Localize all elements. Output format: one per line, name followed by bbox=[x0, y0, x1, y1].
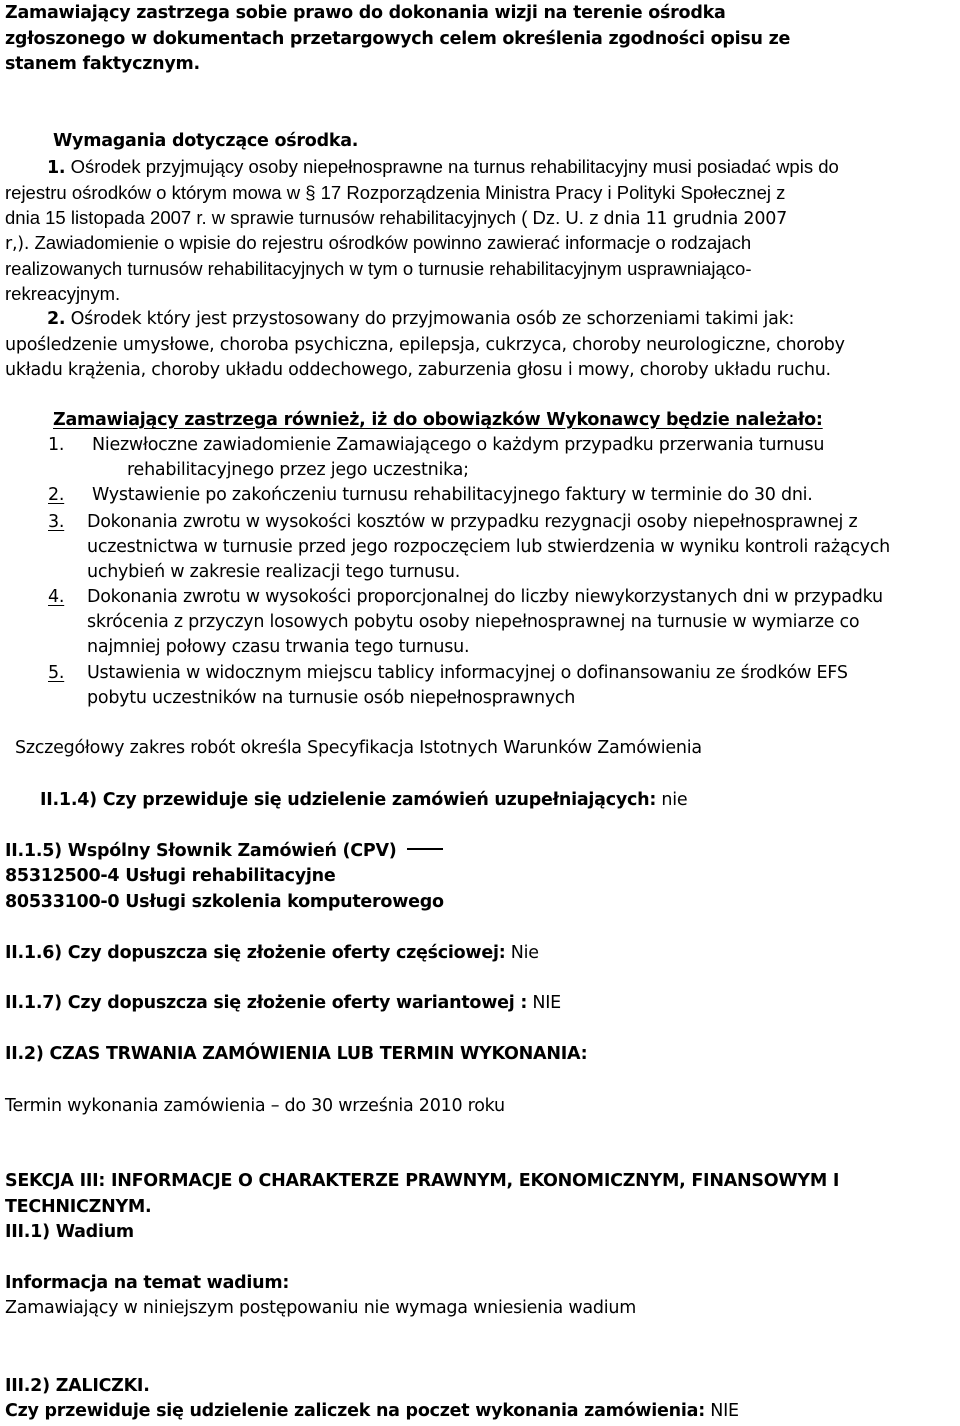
obligation-3-line-2: uczestnictwa w turnusie przed jego rozpoczęciem lub stwierdzenia w wyniku kontroli rażących bbox=[87, 537, 890, 557]
obligation-3-number: 3. bbox=[48, 512, 65, 532]
obligation-4-line-3: najmniej połowy czasu trwania tego turnusu. bbox=[87, 637, 470, 657]
zaliczki-answer: NIE bbox=[704, 1401, 739, 1421]
intro-line-2: zgłoszonego w dokumentach przetargowych celem określenia zgodności opisu ze bbox=[5, 29, 791, 49]
section-ii-1-6 bbox=[5, 942, 539, 964]
section-ii-1-4-label: II.1.4) Czy przewiduje się udzielenie zamówień uzupełniających: bbox=[40, 790, 657, 810]
intro-line-3: stanem faktycznym. bbox=[5, 54, 200, 74]
dash-line bbox=[407, 848, 443, 850]
section-ii-1-7-value: NIE bbox=[527, 993, 561, 1013]
zaliczki-question bbox=[5, 1400, 739, 1422]
section-ii-1-6-label: II.1.6) Czy dopuszcza się złożenie oferty częściowej: bbox=[5, 943, 506, 963]
obligation-4-line-1: Dokonania zwrotu w wysokości proporcjonalnej do liczby niewykorzystanych dni w przypadku bbox=[87, 587, 883, 607]
intro-line-1: Zamawiający zastrzega sobie prawo do dokonania wizji na terenie ośrodka bbox=[5, 3, 726, 23]
zaliczki-question-text: Czy przewiduje się udzielenie zaliczek na poczet wykonania zamówienia: bbox=[5, 1401, 705, 1421]
section-iii-title-line-1: SEKCJA III: INFORMACJE O CHARAKTERZE PRAWNYM, EKONOMICZNYM, FINANSOWYM I bbox=[5, 1171, 840, 1191]
obligation-4-line-2: skrócenia z przyczyn losowych pobytu osoby niepełnosprawnej na turnusie w wymiarze co bbox=[87, 612, 860, 632]
obligation-5-line-2: pobytu uczestników na turnusie osób niepełnosprawnych bbox=[87, 688, 576, 708]
section-iii-title-line-2: TECHNICZNYM. bbox=[5, 1197, 152, 1217]
scope-note: Szczegółowy zakres robót określa Specyfikacja Istotnych Warunków Zamówienia bbox=[15, 738, 702, 758]
term-text: Termin wykonania zamówienia – do 30 września 2010 roku bbox=[5, 1096, 505, 1116]
requirement-2-text: Ośrodek który jest przystosowany do przyjmowania osób ze schorzeniami takimi jak: bbox=[70, 309, 795, 329]
requirement-2-number: 2. bbox=[47, 309, 66, 329]
cpv-code-2: 80533100-0 Usługi szkolenia komputerowego bbox=[5, 892, 444, 912]
requirement-1-line-5: realizowanych turnusów rehabilitacyjnych w tym o turnusie rehabilitacyjnym usprawniająco- bbox=[5, 258, 752, 279]
requirement-1-line-4 bbox=[5, 232, 751, 255]
section-ii-1-4-value: nie bbox=[656, 790, 688, 810]
obligation-4-number: 4. bbox=[48, 587, 65, 607]
requirement-1-date: z dnia 11 grudnia 2007 bbox=[589, 209, 787, 229]
obligation-2-number: 2. bbox=[48, 485, 65, 505]
cpv-code-1: 85312500-4 Usługi rehabilitacyjne bbox=[5, 866, 336, 886]
section-iii-1-wadium: III.1) Wadium bbox=[5, 1222, 134, 1242]
requirement-1-line-3 bbox=[5, 207, 787, 230]
requirement-1-regulation: dnia 15 listopada 2007 r. w sprawie turnusów rehabilitacyjnych ( Dz. U. bbox=[5, 207, 584, 228]
section-ii-1-4 bbox=[40, 789, 687, 811]
requirement-1-close: r,). bbox=[5, 234, 30, 254]
requirement-1-line-1 bbox=[47, 156, 839, 179]
section-ii-1-7 bbox=[5, 992, 561, 1014]
wadium-info-label: Informacja na temat wadium: bbox=[5, 1273, 290, 1293]
requirement-1-number: 1. bbox=[47, 158, 66, 178]
obligations-heading: Zamawiający zastrzega również, iż do obowiązków Wykonawcy będzie należało: bbox=[53, 410, 823, 430]
section-ii-2: II.2) CZAS TRWANIA ZAMÓWIENIA LUB TERMIN WYKONANIA: bbox=[5, 1044, 588, 1064]
obligation-1-number: 1. bbox=[48, 435, 65, 455]
section-ii-1-7-label: II.1.7) Czy dopuszcza się złożenie oferty wariantowej : bbox=[5, 993, 528, 1013]
obligation-1-line-1: Niezwłoczne zawiadomienie Zamawiającego o każdym przypadku przerwania turnusu bbox=[92, 435, 825, 455]
section-ii-1-6-value: Nie bbox=[505, 943, 539, 963]
requirement-1-notice: Zawiadomienie o wpisie do rejestru ośrodków powinno zawierać informacje o rodzajach bbox=[34, 232, 752, 253]
section-ii-1-5 bbox=[5, 840, 443, 862]
requirement-1-text: Ośrodek przyjmujący osoby niepełnosprawne na turnus rehabilitacyjny musi posiadać wpis do bbox=[70, 156, 839, 177]
section-iii-2-zaliczki: III.2) ZALICZKI. bbox=[5, 1376, 150, 1396]
obligation-1-line-2: rehabilitacyjnego przez jego uczestnika; bbox=[127, 460, 469, 480]
wadium-info-text: Zamawiający w niniejszym postępowaniu nie wymaga wniesienia wadium bbox=[5, 1298, 636, 1318]
section-ii-1-5-label: II.1.5) Wspólny Słownik Zamówień (CPV) bbox=[5, 841, 397, 861]
requirement-2-line-1 bbox=[47, 308, 794, 330]
obligation-3-line-3: uchybień w zakresie realizacji tego turnusu. bbox=[87, 562, 461, 582]
obligation-2-line-1: Wystawienie po zakończeniu turnusu rehabilitacyjnego faktury w terminie do 30 dni. bbox=[92, 485, 813, 505]
requirement-2-line-3: układu krążenia, choroby układu oddechowego, zaburzenia głosu i mowy, choroby układu ruchu. bbox=[5, 360, 831, 380]
obligation-3-line-1: Dokonania zwrotu w wysokości kosztów w przypadku rezygnacji osoby niepełnosprawnej z bbox=[87, 512, 858, 532]
requirement-1-line-2: rejestru ośrodków o którym mowa w § 17 Rozporządzenia Ministra Pracy i Polityki Społecznej z bbox=[5, 182, 786, 203]
requirements-heading: Wymagania dotyczące ośrodka. bbox=[53, 131, 359, 151]
requirement-1-line-6: rekreacyjnym. bbox=[5, 283, 121, 304]
obligation-5-line-1: Ustawienia w widocznym miejscu tablicy informacyjnej o dofinansowaniu ze środków EFS bbox=[87, 663, 848, 683]
obligation-5-number: 5. bbox=[48, 663, 65, 683]
requirement-2-line-2: upośledzenie umysłowe, choroba psychiczna, epilepsja, cukrzyca, choroby neurologiczne, choroby bbox=[5, 335, 845, 355]
